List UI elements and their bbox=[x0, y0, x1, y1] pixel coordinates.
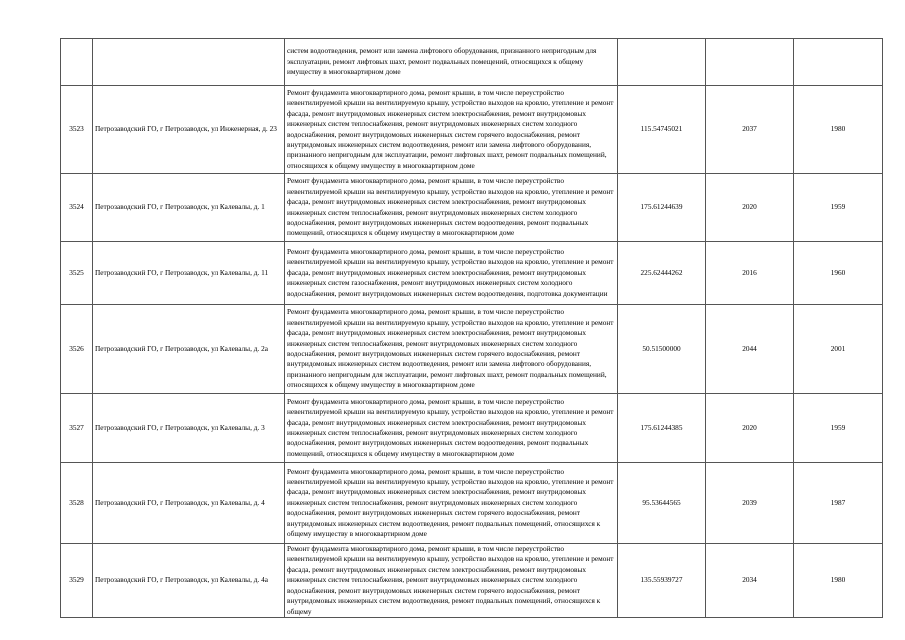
row-number: 3529 bbox=[61, 544, 93, 618]
build-year-cell: 1959 bbox=[794, 394, 883, 463]
table-row bbox=[61, 463, 883, 544]
repair-year-cell: 2020 bbox=[706, 394, 794, 463]
works-cell: Ремонт фундамента многоквартирного дома, ремонт крыши, в том числе переустройство невентилируемой крыши на вентилируемую крышу, устройство выходов на кровлю, утепление и ремонт фасада, ремонт внутридомовых инженерных систем электроснабжения, ремонт внутридомовых инженерных систем теплоснабжения, ремонт внутридомовых инженерных систем холодного водоснабжения, ремонт внутридомовых инженерных систем горячего водоснабжения, ремонт внутридомовых инженерных систем водоотведения, ремонт или замена лифтового оборудования, признанного непригодным для эксплуатации, ремонт лифтовых шахт, ремонт подвальных помещений, относящихся к общему имуществу в многоквартирном доме bbox=[285, 86, 618, 174]
cost-cell: 175.61244385 bbox=[618, 394, 706, 463]
table-row bbox=[61, 242, 883, 305]
row-number: 3527 bbox=[61, 394, 93, 463]
works-cell: Ремонт фундамента многоквартирного дома, ремонт крыши, в том числе переустройство невентилируемой крыши на вентилируемую крышу, устройство выходов на кровлю, утепление и ремонт фасада, ремонт внутридомовых инженерных систем электроснабжения, ремонт внутридомовых инженерных систем теплоснабжения, ремонт внутридомовых инженерных систем холодного водоснабжения, ремонт внутридомовых инженерных систем горячего водоснабжения, ремонт внутридомовых инженерных систем водоотведения, ремонт подвальных помещений, относящихся к общему имуществу в многоквартирном доме bbox=[285, 463, 618, 544]
row-number: 3525 bbox=[61, 242, 93, 305]
repair-year-cell: 2039 bbox=[706, 463, 794, 544]
address-cell: Петрозаводский ГО, г Петрозаводск, ул Калевалы, д. 4 bbox=[93, 463, 285, 544]
repair-year-cell: 2016 bbox=[706, 242, 794, 305]
repair-year-cell: 2034 bbox=[706, 544, 794, 618]
table-row bbox=[61, 39, 883, 86]
works-cell: систем водоотведения, ремонт или замена лифтового оборудования, признанного непригодным для эксплуатации, ремонт лифтовых шахт, ремонт подвальных помещений, относящихся к общему имуществу в многоквартирном доме bbox=[285, 39, 618, 86]
row-number: 3528 bbox=[61, 463, 93, 544]
repair-year-cell: 2020 bbox=[706, 174, 794, 242]
table-row bbox=[61, 174, 883, 242]
works-cell: Ремонт фундамента многоквартирного дома, ремонт крыши, в том числе переустройство невентилируемой крыши на вентилируемую крышу, устройство выходов на кровлю, утепление и ремонт фасада, ремонт внутридомовых инженерных систем электроснабжения, ремонт внутридомовых инженерных систем теплоснабжения, ремонт внутридомовых инженерных систем холодного водоснабжения, ремонт внутридомовых инженерных систем горячего водоснабжения, ремонт внутридомовых инженерных систем водоотведения, ремонт или замена лифтового оборудования, признанного непригодным для эксплуатации, ремонт лифтовых шахт, ремонт подвальных помещений, относящихся к общему имуществу в многоквартирном доме bbox=[285, 305, 618, 394]
works-cell: Ремонт фундамента многоквартирного дома, ремонт крыши, в том числе переустройство невентилируемой крыши на вентилируемую крышу, устройство выходов на кровлю, утепление и ремонт фасада, ремонт внутридомовых инженерных систем электроснабжения, ремонт внутридомовых инженерных систем газоснабжения, ремонт внутридомовых инженерных систем холодного водоснабжения, ремонт внутридомовых инженерных систем водоотведения, подготовка документации bbox=[285, 242, 618, 305]
build-year-cell: 2001 bbox=[794, 305, 883, 394]
cost-cell: 225.62444262 bbox=[618, 242, 706, 305]
table-row bbox=[61, 394, 883, 463]
address-cell bbox=[93, 39, 285, 86]
build-year-cell bbox=[794, 39, 883, 86]
repair-year-cell: 2037 bbox=[706, 86, 794, 174]
build-year-cell: 1960 bbox=[794, 242, 883, 305]
cost-cell: 115.54745021 bbox=[618, 86, 706, 174]
build-year-cell: 1980 bbox=[794, 86, 883, 174]
cost-cell bbox=[618, 39, 706, 86]
build-year-cell: 1959 bbox=[794, 174, 883, 242]
build-year-cell: 1987 bbox=[794, 463, 883, 544]
works-cell: Ремонт фундамента многоквартирного дома, ремонт крыши, в том числе переустройство невентилируемой крыши на вентилируемую крышу, устройство выходов на кровлю, утепление и ремонт фасада, ремонт внутридомовых инженерных систем электроснабжения, ремонт внутридомовых инженерных систем теплоснабжения, ремонт внутридомовых инженерных систем холодного водоснабжения, ремонт внутридомовых инженерных систем водоотведения, ремонт подвальных помещений, относящихся к общему имуществу в многоквартирном доме bbox=[285, 394, 618, 463]
cost-cell: 175.61244639 bbox=[618, 174, 706, 242]
repair-year-cell: 2044 bbox=[706, 305, 794, 394]
address-cell: Петрозаводский ГО, г Петрозаводск, ул Калевалы, д. 4а bbox=[93, 544, 285, 618]
table-row bbox=[61, 86, 883, 174]
address-cell: Петрозаводский ГО, г Петрозаводск, ул Калевалы, д. 11 bbox=[93, 242, 285, 305]
cost-cell: 135.55939727 bbox=[618, 544, 706, 618]
build-year-cell: 1980 bbox=[794, 544, 883, 618]
cost-cell: 95.53644565 bbox=[618, 463, 706, 544]
row-number: 3524 bbox=[61, 174, 93, 242]
address-cell: Петрозаводский ГО, г Петрозаводск, ул Инженерная, д. 23 bbox=[93, 86, 285, 174]
repair-registry-table bbox=[60, 38, 883, 618]
repair-year-cell bbox=[706, 39, 794, 86]
works-cell: Ремонт фундамента многоквартирного дома, ремонт крыши, в том числе переустройство невентилируемой крыши на вентилируемую крышу, устройство выходов на кровлю, утепление и ремонт фасада, ремонт внутридомовых инженерных систем электроснабжения, ремонт внутридомовых инженерных систем теплоснабжения, ремонт внутридомовых инженерных систем холодного водоснабжения, ремонт внутридомовых инженерных систем горячего водоснабжения, ремонт внутридомовых инженерных систем водоотведения, ремонт подвальных помещений, относящихся к общему bbox=[285, 544, 618, 618]
row-number bbox=[61, 39, 93, 86]
address-cell: Петрозаводский ГО, г Петрозаводск, ул Калевалы, д. 3 bbox=[93, 394, 285, 463]
table-row bbox=[61, 544, 883, 618]
address-cell: Петрозаводский ГО, г Петрозаводск, ул Калевалы, д. 2а bbox=[93, 305, 285, 394]
address-cell: Петрозаводский ГО, г Петрозаводск, ул Калевалы, д. 1 bbox=[93, 174, 285, 242]
row-number: 3526 bbox=[61, 305, 93, 394]
table-row bbox=[61, 305, 883, 394]
row-number: 3523 bbox=[61, 86, 93, 174]
works-cell: Ремонт фундамента многоквартирного дома, ремонт крыши, в том числе переустройство невентилируемой крыши на вентилируемую крышу, устройство выходов на кровлю, утепление и ремонт фасада, ремонт внутридомовых инженерных систем электроснабжения, ремонт внутридомовых инженерных систем теплоснабжения, ремонт внутридомовых инженерных систем холодного водоснабжения, ремонт внутридомовых инженерных систем водоотведения, ремонт подвальных помещений, относящихся к общему имуществу в многоквартирном доме bbox=[285, 174, 618, 242]
cost-cell: 50.51500000 bbox=[618, 305, 706, 394]
